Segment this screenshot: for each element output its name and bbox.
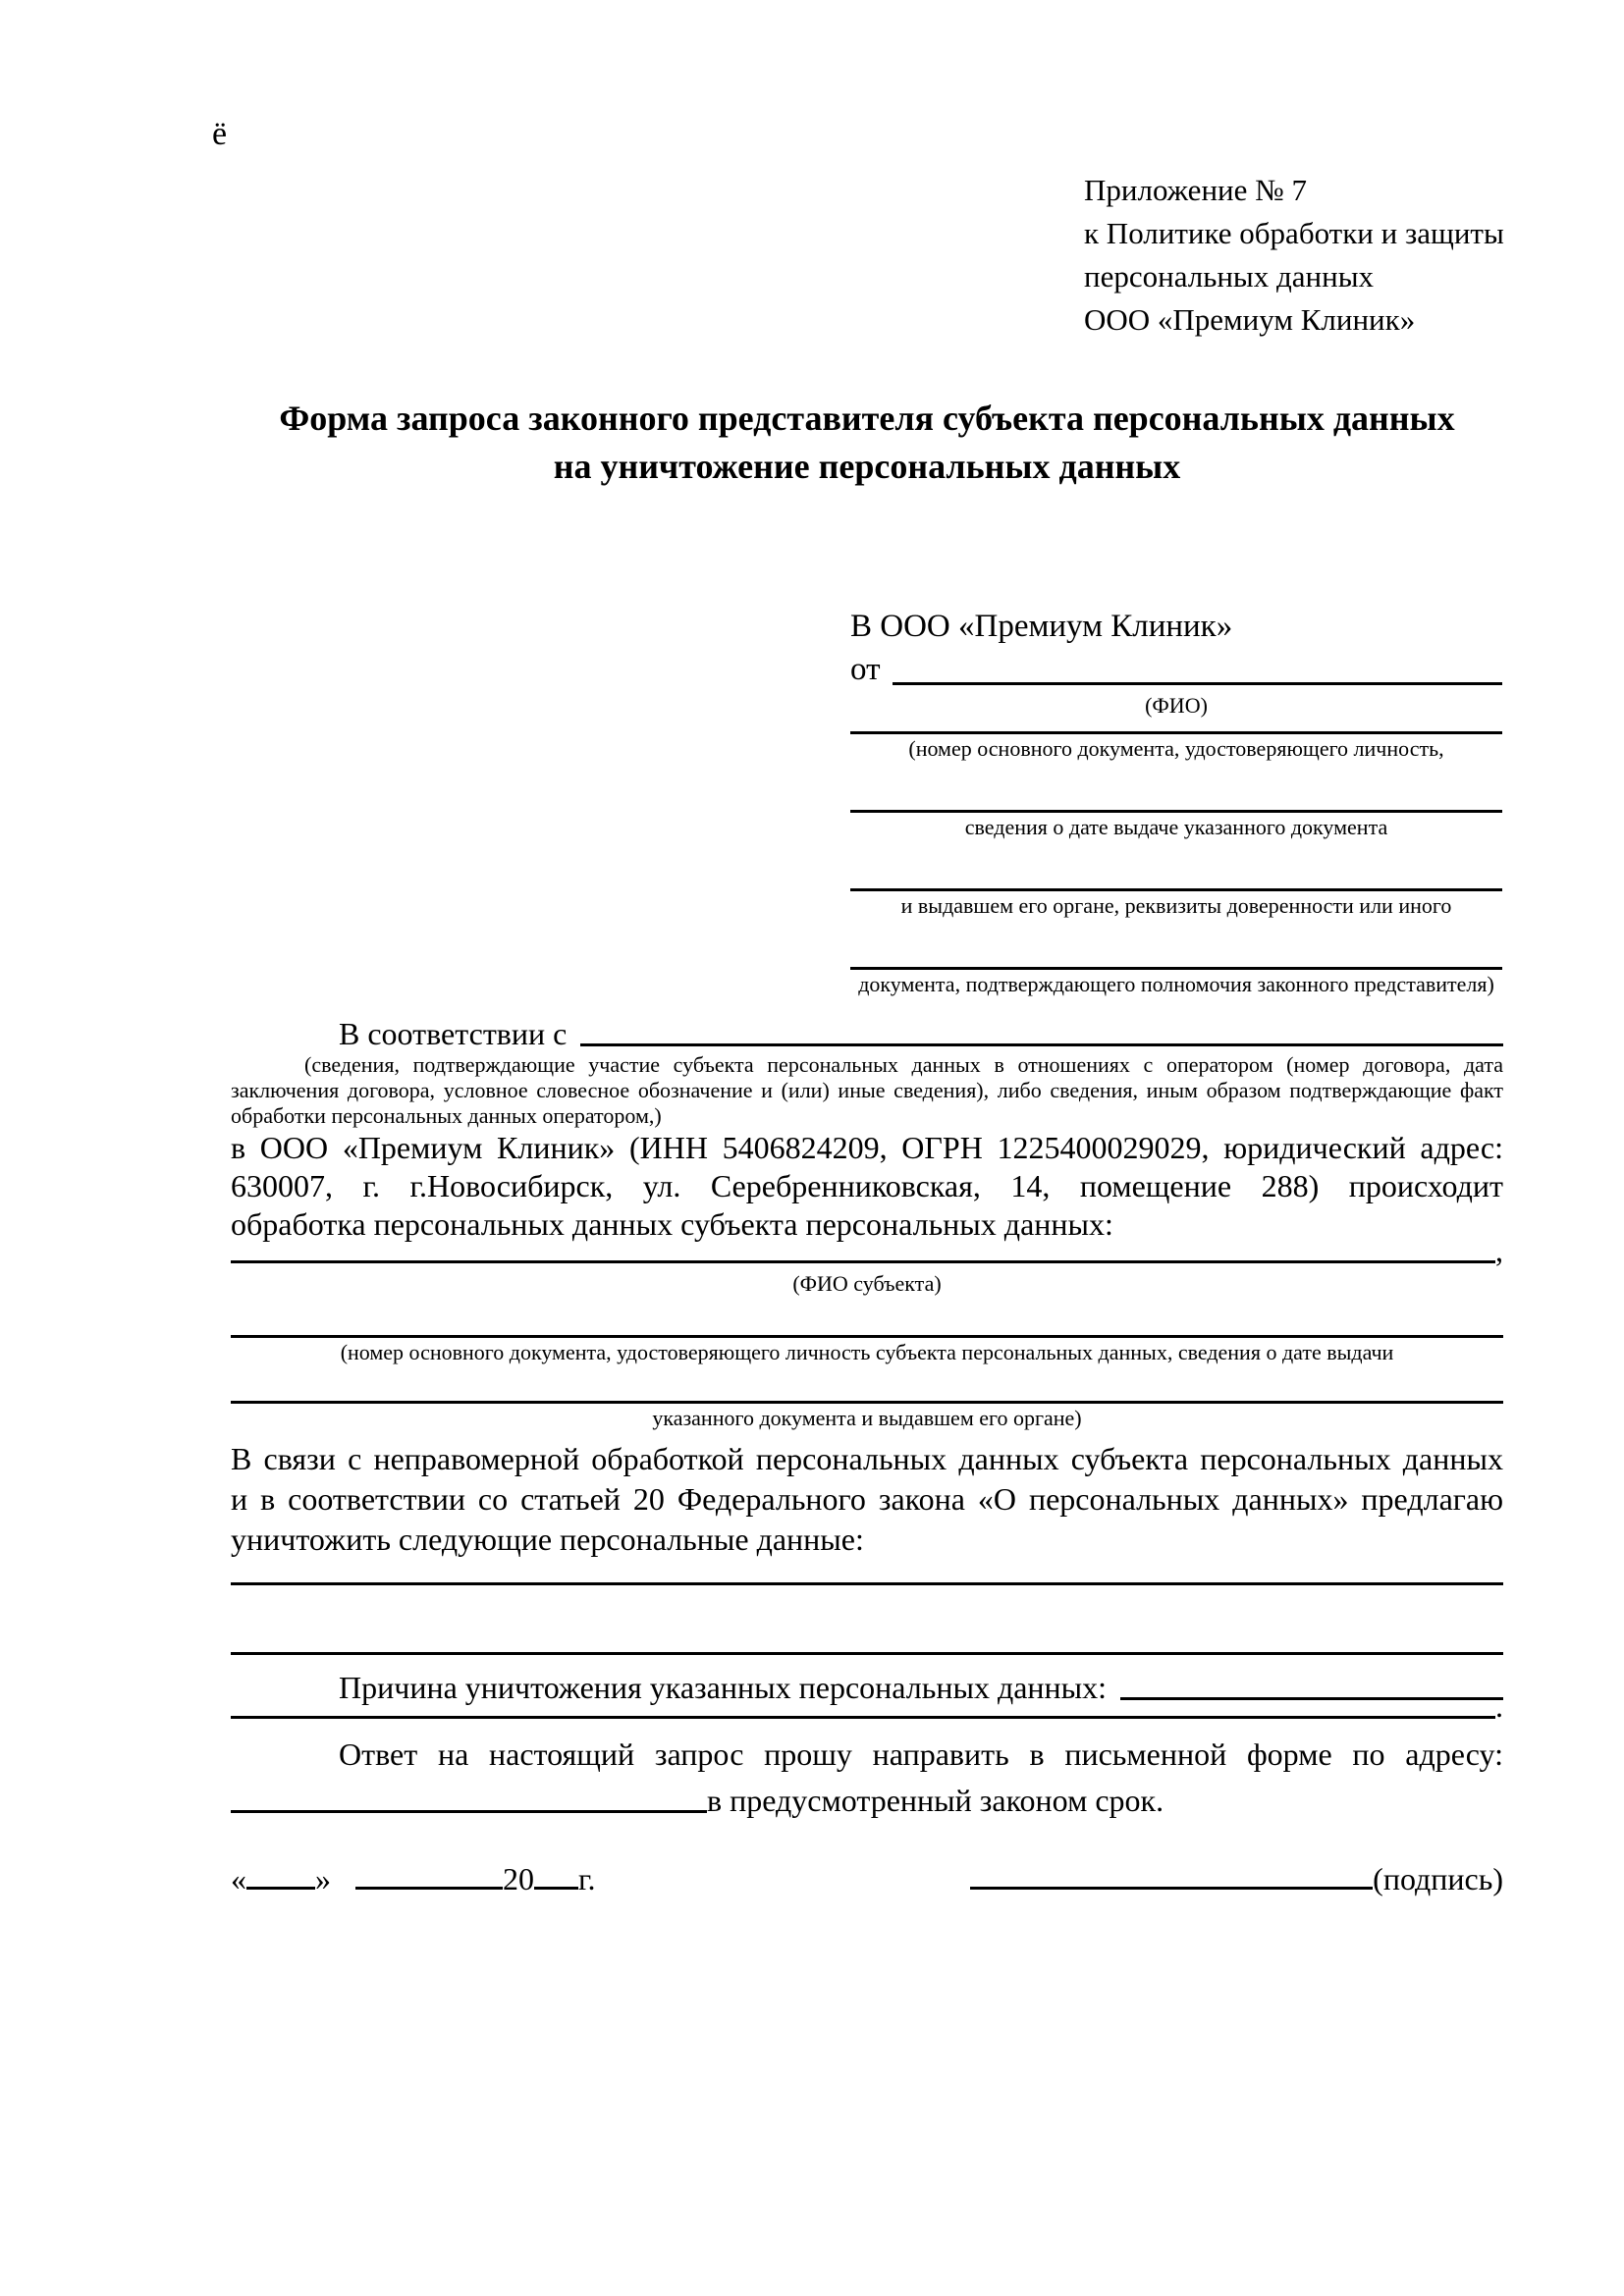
representative-authority-blank-line: [850, 921, 1502, 970]
from-row: [850, 648, 1502, 691]
fio-blank-line: [893, 682, 1503, 685]
signature-blank-line: [970, 1853, 1373, 1890]
response-paragraph: [231, 1725, 1503, 1774]
day-blank-line: [246, 1853, 315, 1890]
accordance-caption-line: заключения договора, условное словесное обозначение и (или) иные сведения), либо сведения, иным образом подтверждающие факт: [231, 1078, 1503, 1102]
date-field: [231, 1853, 596, 1900]
appendix-block: [1084, 169, 1504, 342]
doc-number-caption: (номер основного документа, удостоверяющего личность,: [908, 736, 1444, 761]
accordance-lead: В соответствии с: [339, 1016, 568, 1051]
subject-doc-caption-2: указанного документа и выдавшем его органе): [652, 1406, 1082, 1430]
unlawful-paragraph-line: и в соответствии со статьей 20 Федерального закона «О персональных данных» предлагаю: [231, 1481, 1503, 1517]
subject-fio-blank-line: [231, 1260, 1495, 1263]
signature-field: [970, 1853, 1503, 1900]
unlawful-paragraph-line: В связи с неправомерной обработкой персональных данных субъекта персональных данных: [231, 1441, 1503, 1476]
subject-fio-row: [231, 1233, 1503, 1269]
trailing-period: .: [1495, 1688, 1503, 1724]
reason-label: Причина уничтожения указанных персональных данных:: [339, 1670, 1108, 1705]
accordance-caption-line: обработки персональных данных оператором,): [231, 1103, 662, 1128]
accordance-blank-line: [580, 1043, 1503, 1046]
fio-caption: (ФИО): [1145, 693, 1208, 718]
title-line: Форма запроса законного представителя субъекта персональных данных: [279, 399, 1455, 438]
subject-doc-caption: (номер основного документа, удостоверяющего личность субъекта персональных данных, сведения о дате выдачи: [340, 1340, 1394, 1364]
stray-character: ё: [212, 116, 228, 152]
address-blank-line: [231, 1810, 707, 1813]
issue-date-caption: сведения о дате выдаче указанного документа: [964, 815, 1388, 839]
operator-paragraph-line: обработка персональных данных субъекта персональных данных:: [231, 1206, 1113, 1242]
accordance-caption: [231, 1052, 1503, 1129]
year-blank-line: [534, 1853, 578, 1890]
month-blank-line: [355, 1853, 503, 1890]
appendix-line: персональных данных: [1084, 259, 1375, 294]
document-title: [231, 395, 1503, 491]
footer-row: [231, 1853, 1503, 1900]
accordance-row: [231, 995, 1503, 1052]
appendix-line: к Политике обработки и защиты: [1084, 216, 1504, 250]
subject-doc-blank-line: [231, 1299, 1503, 1338]
address-row: [231, 1776, 1503, 1819]
srok-text: в предусмотренный законом срок.: [707, 1783, 1164, 1818]
data-to-destroy-blank-line-1: [231, 1560, 1503, 1585]
close-quote: »: [315, 1861, 331, 1896]
addressee-block: [850, 605, 1502, 999]
title-line: на уничтожение персональных данных: [553, 447, 1181, 486]
reason-row: [231, 1655, 1503, 1706]
response-text: Ответ на настоящий запрос прошу направить в письменной форме по адресу:: [339, 1736, 1503, 1772]
subject-fio-caption: (ФИО субъекта): [792, 1271, 942, 1296]
unlawful-paragraph-line: уничтожить следующие персональные данные:: [231, 1522, 864, 1557]
operator-paragraph-line: 630007, г. г.Новосибирск, ул. Серебренниковская, 14, помещение 288) происходит: [231, 1168, 1503, 1203]
representative-authority-caption: документа, подтверждающего полномочия законного представителя): [858, 972, 1494, 996]
from-label: от: [850, 652, 881, 687]
operator-paragraph: [231, 1129, 1503, 1244]
issue-date-blank-line: [850, 764, 1502, 813]
appendix-line: ООО «Премиум Клиник»: [1084, 302, 1416, 337]
accordance-caption-line: (сведения, подтверждающие участие субъекта персональных данных в отношениях с оператором (номер договора, дата: [304, 1052, 1503, 1077]
appendix-line: Приложение № 7: [1084, 173, 1307, 207]
unlawful-paragraph: [231, 1433, 1503, 1560]
data-to-destroy-blank-line-2: [231, 1585, 1503, 1655]
doc-number-blank-line: [850, 721, 1502, 734]
signature-caption: (подпись): [1373, 1861, 1503, 1896]
addressee-to: В ООО «Премиум Клиник»: [850, 609, 1233, 644]
issuing-authority-caption: и выдавшем его органе, реквизиты доверенности или иного: [900, 893, 1452, 918]
issuing-authority-blank-line: [850, 842, 1502, 891]
year-suffix: г.: [578, 1861, 596, 1896]
trailing-comma: ,: [1495, 1233, 1503, 1268]
operator-paragraph-line: в ООО «Премиум Клиник» (ИНН 5406824209, ОГРН 1225400029029, юридический адрес:: [231, 1130, 1503, 1165]
reason-blank-line: [1120, 1697, 1503, 1700]
reason-blank-line-2: [231, 1716, 1495, 1719]
body-block: [231, 995, 1503, 1819]
open-quote: «: [231, 1861, 246, 1896]
reason-continuation-row: [231, 1688, 1503, 1725]
year-prefix: 20: [503, 1861, 534, 1896]
subject-doc-blank-line-2: [231, 1367, 1503, 1404]
